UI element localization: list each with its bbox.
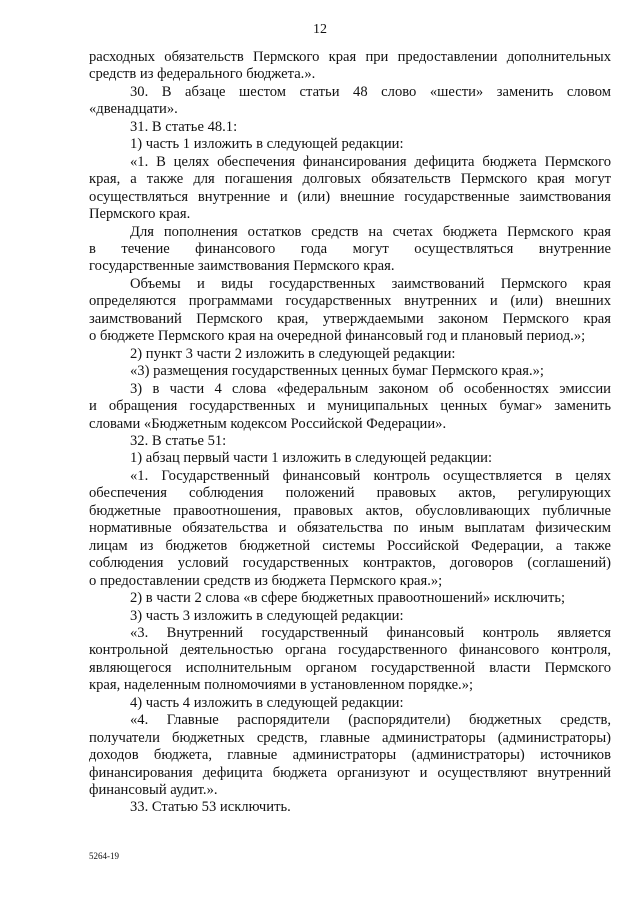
text-line: 30. В абзаце шестом статьи 48 слово «шести» заменить словом [130,83,611,100]
text-line: доходов бюджета, главные администраторы (администраторы) источников [89,747,611,764]
text-line: являющегося исполнительным органом государственной власти Пермского [89,659,611,676]
text-line: о бюджете Пермского края на очередной финансовый год и плановый период.»; [89,328,586,345]
text-line: бюджетные правоотношения, правовых актов, обусловливающих публичные [89,502,611,519]
text-line: «двенадцати». [89,101,178,118]
text-line: 3) часть 3 изложить в следующей редакции: [130,607,404,624]
text-line: края, наделенным полномочиями в установленном порядке.»; [89,677,474,694]
text-line: средств из федерального бюджета.». [89,66,316,83]
text-line: Объемы и виды государственных заимствований Пермского края [130,275,611,292]
text-line: финансирования дефицита бюджета организуют и осуществляют внутренний [89,764,611,781]
text-line: 32. В статье 51: [130,432,227,449]
text-line: 3) в части 4 слова «федеральным законом об особенностях эмиссии [130,380,611,397]
text-line: финансовый аудит.». [89,782,218,799]
text-line: обеспечения соблюдения положений правовых актов, регулирующих [89,485,611,502]
text-line: Для пополнения остатков средств на счетах бюджета Пермского края [130,223,611,240]
text-line: в течение финансового года могут осуществляться внутренние [89,240,611,257]
text-line: словами «Бюджетным кодексом Российской Федерации». [89,415,447,432]
text-line: контрольной деятельностью органа государственного финансового контроля, [89,642,611,659]
text-line: осуществляться внутренние и (или) внешние государственные заимствования [89,188,611,205]
text-line: расходных обязательств Пермского края при предоставлении дополнительных [89,49,611,65]
text-line: 1) часть 1 изложить в следующей редакции: [130,136,404,153]
text-line: нормативные обязательства и обязательства по иным выплатам физическим [89,520,611,537]
text-line: «3. Внутренний государственный финансовый контроль является [130,624,611,641]
document-body [89,49,611,817]
text-line: государственные заимствования Пермского края. [89,258,395,275]
text-line: «1. Государственный финансовый контроль осуществляется в целях [130,467,611,484]
text-line: 33. Статью 53 исключить. [130,799,291,816]
text-line: 1) абзац первый части 1 изложить в следующей редакции: [130,450,493,467]
text-line: лицам из бюджетов бюджетной системы Российской Федерации, а также [89,537,611,554]
page-number: 12 [313,22,327,37]
text-line: Пермского края. [89,206,191,223]
text-line: 4) часть 4 изложить в следующей редакции: [130,694,404,711]
text-line: 2) в части 2 слова «в сфере бюджетных правоотношений» исключить; [130,590,566,607]
text-line: определяются программами государственных внутренних и (или) внешних [89,293,611,310]
document-code: 5264-19 [89,851,119,861]
text-line: 31. В статье 48.1: [130,118,238,135]
text-line: края, а также для погашения долговых обязательств Пермского края могут [89,171,611,188]
text-line: 2) пункт 3 части 2 изложить в следующей редакции: [130,345,456,362]
text-line: и обращения государственных и муниципальных ценных бумаг» заменить [89,398,611,415]
text-line: «1. В целях обеспечения финансирования дефицита бюджета Пермского [130,153,611,170]
text-line: «3) размещения государственных ценных бумаг Пермского края.»; [130,363,544,380]
text-line: заимствований Пермского края, утверждаемыми законом Пермского края [89,310,611,327]
text-line: «4. Главные распорядители (распорядители) бюджетных средств, [130,712,611,729]
text-line: соблюдения условий государственных контрактов, договоров (соглашений) [89,555,611,572]
text-line: получатели бюджетных средств, главные администраторы (администраторы) [89,729,611,746]
text-line: о предоставлении средств из бюджета Пермского края.»; [89,572,443,589]
